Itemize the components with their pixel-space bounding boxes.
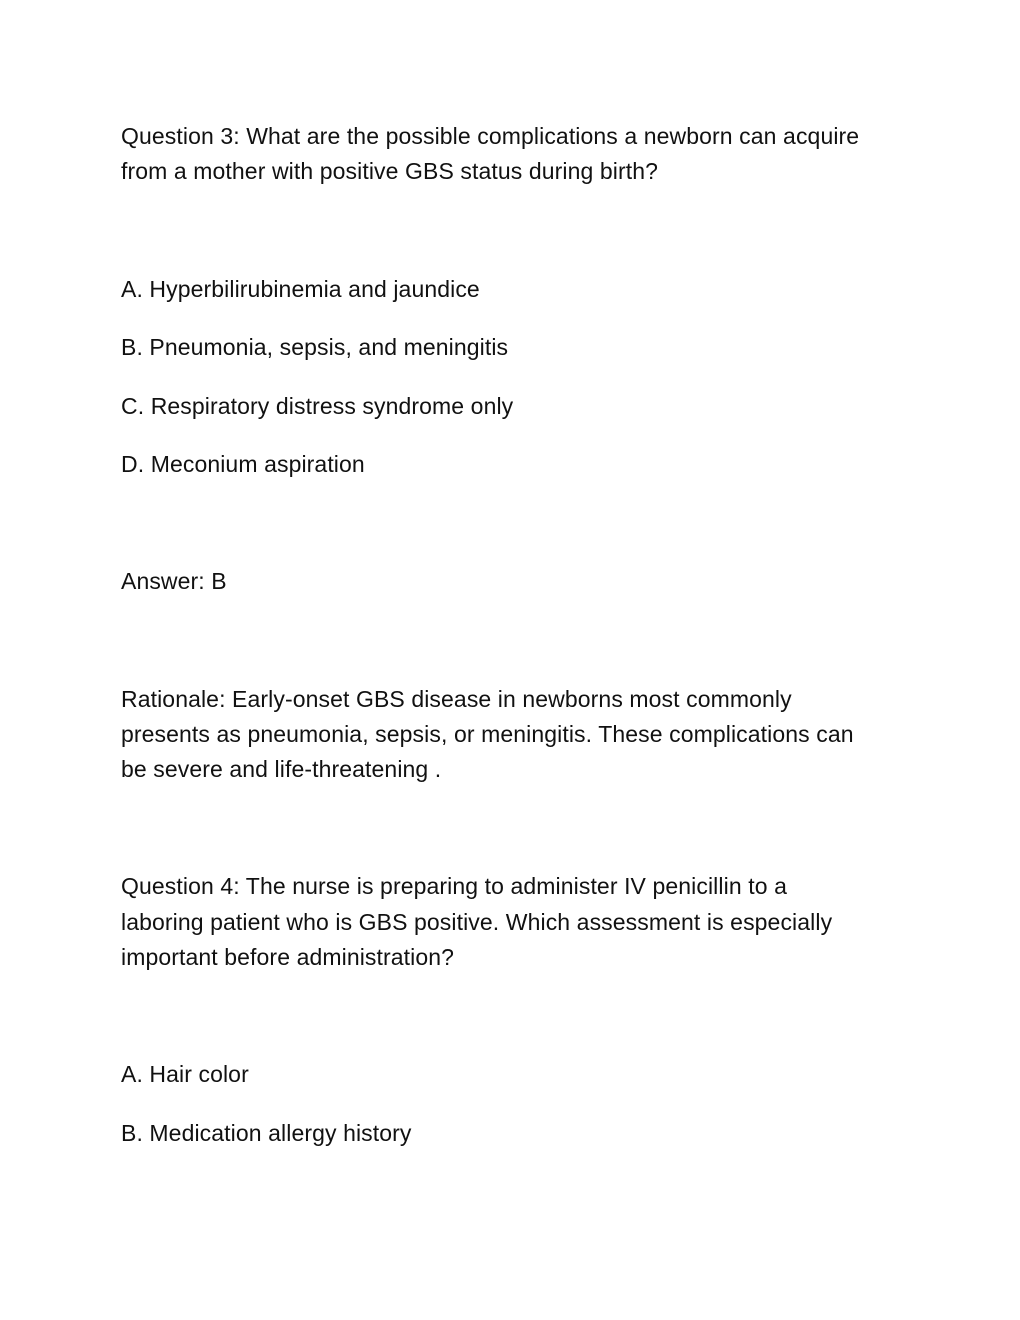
question-4-text-line-2: laboring patient who is GBS positive. Which assessment is especially [121,909,833,935]
question-3-option-a: A. Hyperbilirubinemia and jaundice [121,276,480,302]
question-3-option-b: B. Pneumonia, sepsis, and meningitis [121,334,509,360]
question-3-text-line-1: Question 3: What are the possible complications a newborn can acquire [121,123,860,149]
question-4-text-line-1: Question 4: The nurse is preparing to administer IV penicillin to a [121,873,787,899]
question-3-option-d: D. Meconium aspiration [121,451,365,477]
question-3-rationale-line-1: Rationale: Early-onset GBS disease in newborns most commonly [121,686,792,712]
question-4-option-a: A. Hair color [121,1061,249,1087]
question-4-option-b: B. Medication allergy history [121,1120,412,1146]
question-3-text-line-2: from a mother with positive GBS status during birth? [121,158,658,184]
question-3-answer: Answer: B [121,568,227,594]
question-3-rationale-line-3: be severe and life-threatening . [121,756,442,782]
question-3-rationale-line-2: presents as pneumonia, sepsis, or meningitis. These complications can [121,721,854,747]
question-3-option-c: C. Respiratory distress syndrome only [121,393,514,419]
question-4-text-line-3: important before administration? [121,944,455,970]
